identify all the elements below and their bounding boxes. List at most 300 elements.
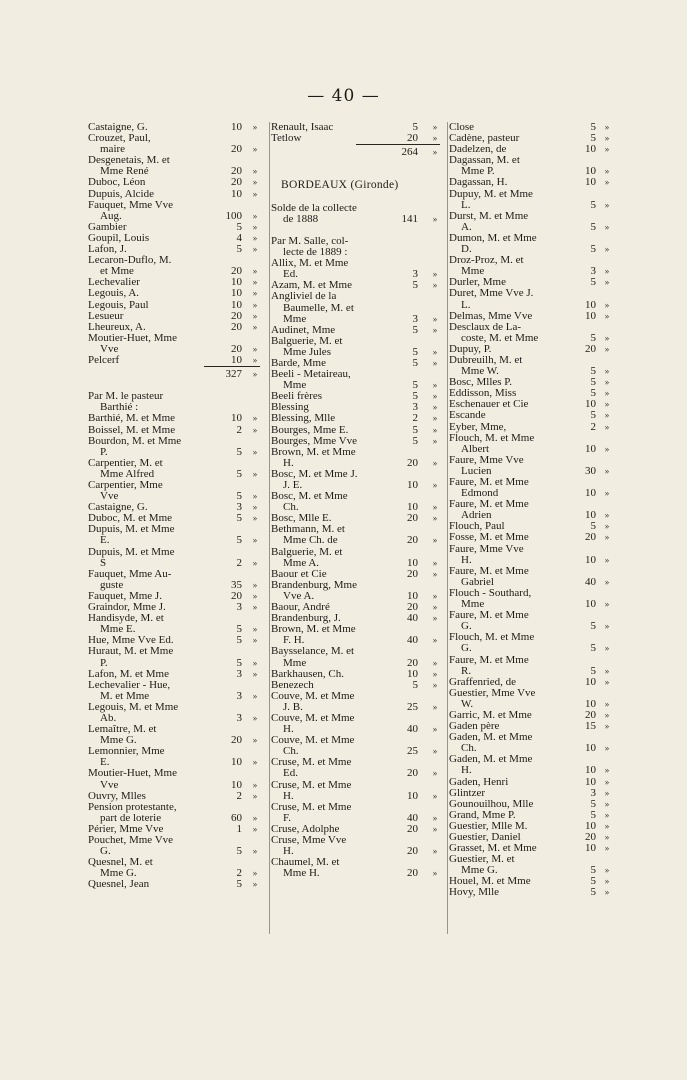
amount-francs: 20 bbox=[407, 767, 418, 780]
centimes-mark: » bbox=[252, 535, 258, 546]
centimes-mark: » bbox=[432, 391, 438, 402]
donor-name: Ab. bbox=[100, 712, 117, 724]
centimes-mark: » bbox=[604, 554, 610, 565]
centimes-mark: » bbox=[432, 424, 438, 435]
centimes-mark: » bbox=[432, 346, 438, 357]
donor-row bbox=[270, 613, 442, 624]
amount-francs: 20 bbox=[585, 708, 596, 721]
centimes-mark: » bbox=[432, 313, 438, 324]
donor-row bbox=[88, 868, 262, 879]
subtotal-row bbox=[270, 147, 442, 158]
centimes-mark: » bbox=[432, 557, 438, 568]
centimes-mark: » bbox=[604, 876, 610, 887]
donor-name: Benezech bbox=[271, 679, 314, 691]
amount-francs: 10 bbox=[407, 667, 418, 680]
amount-francs: 20 bbox=[231, 309, 242, 322]
centimes-mark: » bbox=[252, 690, 258, 701]
donor-row bbox=[448, 675, 610, 688]
amount-francs: 10 bbox=[585, 764, 596, 777]
donor-row bbox=[88, 757, 262, 768]
donor-row bbox=[270, 768, 442, 779]
donor-row bbox=[448, 165, 610, 178]
donor-name: Couve, M. et Mme bbox=[271, 690, 355, 702]
donor-name: Mme A. bbox=[283, 557, 320, 569]
centimes-mark: » bbox=[252, 424, 258, 435]
section-heading bbox=[270, 180, 442, 191]
amount-francs: 5 bbox=[236, 445, 242, 458]
centimes-mark: » bbox=[432, 435, 438, 446]
donor-row bbox=[88, 835, 262, 846]
donor-row bbox=[448, 409, 610, 422]
donor-name: Brown, M. et Mme bbox=[271, 624, 356, 636]
donor-row bbox=[88, 447, 262, 458]
column-1 bbox=[88, 122, 262, 890]
donor-row bbox=[448, 732, 604, 743]
donor-row bbox=[448, 464, 610, 477]
amount-francs: 10 bbox=[585, 675, 596, 688]
donor-row bbox=[88, 879, 262, 890]
amount-francs: 5 bbox=[590, 365, 596, 378]
donor-name: Bourges, Mme Vve bbox=[271, 435, 358, 447]
donor-name: Pelcerf bbox=[88, 354, 120, 366]
donor-row bbox=[448, 243, 610, 256]
donor-name: G. bbox=[461, 643, 472, 655]
donor-name: Desclaux de La- bbox=[449, 321, 522, 333]
centimes-mark: » bbox=[252, 288, 258, 299]
donor-row bbox=[448, 387, 610, 400]
blank-line bbox=[270, 158, 442, 169]
amount-francs: 40 bbox=[585, 575, 596, 588]
donor-name: Gambier bbox=[88, 221, 127, 233]
centimes-mark: » bbox=[252, 812, 258, 823]
donor-row bbox=[448, 520, 610, 533]
donor-name: Couve, M. et Mme bbox=[271, 735, 355, 747]
centimes-mark: » bbox=[252, 779, 258, 790]
donor-row bbox=[270, 680, 442, 691]
donor-row bbox=[448, 886, 610, 899]
centimes-mark: » bbox=[432, 413, 438, 424]
amount-francs: 20 bbox=[585, 342, 596, 355]
donor-row bbox=[448, 355, 604, 366]
donor-name: Lechevalier - Hue, bbox=[88, 679, 171, 691]
centimes-mark: » bbox=[604, 377, 610, 388]
donor-row bbox=[88, 177, 262, 188]
donor-name: Ch. bbox=[461, 743, 477, 755]
centimes-mark: » bbox=[604, 488, 610, 499]
amount-francs: 3 bbox=[590, 786, 596, 799]
donor-name: Gaden, M. et Mme bbox=[449, 732, 533, 744]
donor-name: H. bbox=[283, 790, 294, 802]
donor-name: Mme Jules bbox=[283, 346, 331, 358]
amount-francs: 35 bbox=[231, 578, 242, 591]
amount-francs: 10 bbox=[231, 187, 242, 200]
centimes-mark: » bbox=[252, 177, 258, 188]
amount-francs: 10 bbox=[585, 442, 596, 455]
donor-row bbox=[448, 132, 610, 145]
donor-name: D. bbox=[461, 244, 472, 256]
donor-name: Mme bbox=[283, 657, 307, 669]
donor-name: Moutier-Huet, Mme bbox=[88, 332, 177, 344]
donor-row bbox=[448, 786, 610, 799]
amount-francs: 327 bbox=[225, 368, 242, 381]
amount-francs: 20 bbox=[585, 531, 596, 544]
donor-row bbox=[270, 280, 442, 291]
donor-row bbox=[448, 575, 610, 588]
donor-row bbox=[448, 376, 610, 389]
centimes-mark: » bbox=[604, 133, 610, 144]
amount-francs: 10 bbox=[585, 775, 596, 788]
donor-row bbox=[270, 325, 442, 336]
donor-name: Lafon, J. bbox=[88, 244, 127, 256]
amount-francs: 40 bbox=[407, 634, 418, 647]
donor-row bbox=[88, 288, 262, 299]
amount-francs: 40 bbox=[407, 612, 418, 625]
amount-francs: 20 bbox=[231, 342, 242, 355]
centimes-mark: » bbox=[252, 735, 258, 746]
amount-francs: 5 bbox=[590, 331, 596, 344]
donor-name: Eddisson, Miss bbox=[449, 388, 517, 400]
donor-name: Faure, M. et Mme bbox=[449, 610, 529, 622]
donor-name: Audinet, Mme bbox=[271, 324, 336, 336]
amount-francs: 10 bbox=[231, 412, 242, 425]
donor-name: Bosc, Mlles P. bbox=[449, 377, 512, 389]
centimes-mark: » bbox=[604, 199, 610, 210]
donor-name: Faure, M. et Mme bbox=[449, 654, 529, 666]
centimes-mark: » bbox=[252, 446, 258, 457]
donor-row bbox=[270, 236, 442, 247]
donor-row bbox=[88, 791, 262, 802]
donor-row bbox=[88, 413, 262, 424]
donor-row bbox=[448, 331, 610, 344]
donor-row bbox=[448, 276, 610, 289]
centimes-mark: » bbox=[604, 410, 610, 421]
donor-row bbox=[448, 121, 610, 133]
centimes-mark: » bbox=[252, 144, 258, 155]
donor-row bbox=[448, 664, 610, 677]
rule-line bbox=[356, 144, 440, 145]
amount-francs: 10 bbox=[585, 509, 596, 522]
donor-row bbox=[88, 691, 262, 702]
donor-row bbox=[448, 831, 610, 843]
centimes-mark: » bbox=[252, 354, 258, 365]
amount-francs: 5 bbox=[590, 387, 596, 400]
donor-row bbox=[448, 642, 610, 655]
donor-name: Brown, M. et Mme bbox=[271, 446, 356, 458]
donor-name: Bosc, Mlle E. bbox=[271, 513, 332, 525]
donor-name: Beeli frères bbox=[271, 391, 322, 403]
amount-francs: 2 bbox=[590, 420, 596, 433]
donor-row bbox=[270, 846, 442, 857]
donor-name: Huraut, M. et Mme bbox=[88, 646, 174, 658]
donor-row bbox=[270, 513, 442, 524]
donor-row bbox=[448, 875, 610, 888]
donor-name: H. bbox=[461, 554, 472, 566]
donor-name: maire bbox=[100, 144, 126, 156]
donor-row bbox=[448, 754, 604, 765]
donor-row bbox=[448, 342, 610, 355]
donor-name: Albert bbox=[461, 443, 490, 455]
donor-name: Cruse, Adolphe bbox=[271, 823, 340, 835]
donor-name: Cruse, M. et Mme bbox=[271, 779, 352, 791]
centimes-mark: » bbox=[252, 823, 258, 834]
donor-name: Bosc, M. et Mme bbox=[271, 491, 348, 503]
donor-name: Chaumel, M. et bbox=[271, 857, 340, 869]
blank-line bbox=[270, 192, 442, 203]
centimes-mark: » bbox=[432, 269, 438, 280]
donor-name: Solde de la collecte bbox=[271, 202, 357, 214]
amount-francs: 5 bbox=[590, 664, 596, 677]
donor-name: Ed. bbox=[283, 768, 298, 780]
amount-francs: 20 bbox=[231, 176, 242, 189]
donor-name: Durst, M. et Mme bbox=[449, 210, 529, 222]
donor-name: Blessing, Mlle bbox=[271, 413, 336, 425]
amount-francs: 5 bbox=[236, 878, 242, 891]
centimes-mark: » bbox=[432, 679, 438, 690]
donor-name: Baour, André bbox=[271, 602, 330, 614]
donor-name: Mme René bbox=[100, 166, 149, 178]
centimes-mark: » bbox=[252, 790, 258, 801]
donor-name: Allix, M. et Mme bbox=[271, 258, 349, 270]
donor-name: Mme W. bbox=[461, 366, 499, 378]
amount-francs: 10 bbox=[231, 756, 242, 769]
donor-row bbox=[448, 544, 604, 555]
centimes-mark: » bbox=[604, 698, 610, 709]
donor-row bbox=[88, 669, 262, 680]
donor-name: Pouchet, Mme Vve bbox=[88, 835, 174, 846]
donor-name: Faure, M. et Mme bbox=[449, 477, 529, 488]
amount-francs: 10 bbox=[407, 501, 418, 514]
amount-francs: 2 bbox=[412, 412, 418, 425]
donor-name: W. bbox=[461, 698, 474, 710]
amount-francs: 10 bbox=[585, 842, 596, 855]
donor-name: Dumon, M. et Mme bbox=[449, 232, 537, 244]
donor-name: Blessing bbox=[271, 402, 309, 414]
centimes-mark: » bbox=[432, 133, 438, 144]
amount-francs: 10 bbox=[585, 598, 596, 611]
donor-name: H. bbox=[283, 724, 294, 736]
donor-name: Dupuis, M. et Mme bbox=[88, 546, 175, 558]
centimes-mark: » bbox=[604, 366, 610, 377]
donor-row bbox=[448, 365, 610, 378]
donor-name: Vve bbox=[100, 343, 119, 355]
centimes-mark: » bbox=[432, 213, 438, 224]
centimes-mark: » bbox=[432, 868, 438, 879]
amount-francs: 10 bbox=[231, 778, 242, 791]
donor-name: Pension protestante, bbox=[88, 801, 177, 813]
donor-name: J. E. bbox=[283, 480, 303, 491]
amount-francs: 5 bbox=[412, 678, 418, 691]
amount-francs: 5 bbox=[590, 886, 596, 899]
donor-row bbox=[88, 824, 262, 835]
donor-name: Balguerie, M. et bbox=[271, 335, 343, 347]
donor-name: Goupil, Louis bbox=[88, 232, 150, 244]
centimes-mark: » bbox=[252, 468, 258, 479]
centimes-mark: » bbox=[252, 513, 258, 524]
centimes-mark: » bbox=[604, 798, 610, 809]
donor-row bbox=[448, 720, 610, 733]
amount-francs: 10 bbox=[231, 353, 242, 366]
donor-row bbox=[448, 322, 604, 333]
donor-row bbox=[448, 176, 610, 189]
amount-francs: 2 bbox=[236, 556, 242, 569]
donor-name: Lheureux, A. bbox=[88, 321, 146, 333]
amount-francs: 25 bbox=[407, 700, 418, 713]
donor-row bbox=[270, 868, 442, 879]
centimes-mark: » bbox=[252, 122, 258, 132]
donor-row bbox=[88, 680, 262, 691]
donor-name: F. bbox=[283, 812, 291, 824]
donor-row bbox=[270, 646, 442, 657]
donor-name: J. B. bbox=[283, 701, 303, 713]
donor-name: E. bbox=[100, 535, 110, 547]
amount-francs: 20 bbox=[407, 567, 418, 580]
amount-francs: 20 bbox=[407, 132, 418, 145]
centimes-mark: » bbox=[604, 843, 610, 854]
donor-name: Bosc, M. et Mme J. bbox=[271, 468, 358, 480]
amount-francs: 2 bbox=[236, 423, 242, 436]
donor-row bbox=[448, 797, 610, 810]
centimes-mark: » bbox=[252, 210, 258, 221]
centimes-mark: » bbox=[604, 443, 610, 454]
donor-name: Barthié, M. et Mme bbox=[88, 413, 176, 425]
centimes-mark: » bbox=[432, 380, 438, 391]
donor-row bbox=[448, 220, 610, 233]
donor-row bbox=[88, 300, 262, 311]
centimes-mark: » bbox=[252, 491, 258, 502]
blank-line bbox=[270, 169, 442, 180]
donor-name: Delmas, Mme Vve bbox=[449, 310, 533, 322]
donor-row bbox=[88, 189, 262, 200]
centimes-mark: » bbox=[252, 299, 258, 310]
amount-francs: 10 bbox=[585, 143, 596, 156]
donor-row bbox=[448, 819, 610, 832]
donor-name: Baumelle, M. et bbox=[283, 302, 354, 314]
donor-row bbox=[448, 588, 604, 599]
donor-name: Grasset, M. et Mme bbox=[449, 843, 537, 855]
donor-name: Azam, M. et Mme bbox=[271, 280, 352, 292]
amount-francs: 5 bbox=[236, 220, 242, 233]
donor-name: Fauquet, Mme J. bbox=[88, 590, 162, 602]
donor-name: lecte de 1889 : bbox=[283, 247, 348, 259]
centimes-mark: » bbox=[604, 221, 610, 232]
donor-row bbox=[448, 598, 610, 611]
donor-row bbox=[448, 742, 610, 755]
donor-name: Par M. le pasteur bbox=[88, 391, 164, 403]
centimes-mark: » bbox=[432, 635, 438, 646]
donor-name: Gaden père bbox=[449, 721, 500, 733]
amount-francs: 5 bbox=[590, 276, 596, 289]
amount-francs: 4 bbox=[236, 231, 242, 244]
donor-row bbox=[448, 610, 604, 621]
amount-francs: 5 bbox=[590, 797, 596, 810]
centimes-mark: » bbox=[252, 502, 258, 513]
centimes-mark: » bbox=[604, 676, 610, 687]
amount-francs: 3 bbox=[412, 312, 418, 325]
amount-francs: 10 bbox=[585, 487, 596, 500]
donor-name: part de loterie bbox=[100, 812, 162, 824]
donor-row bbox=[88, 355, 262, 366]
donor-name: S bbox=[100, 557, 107, 569]
centimes-mark: » bbox=[432, 746, 438, 757]
donor-name: Mme Alfred bbox=[100, 468, 155, 480]
donor-name: Fosse, M. et Mme bbox=[449, 532, 529, 544]
donor-name: Duboc, Léon bbox=[88, 177, 146, 189]
donor-name: G. bbox=[461, 621, 472, 633]
centimes-mark: » bbox=[252, 624, 258, 635]
donor-name: Dupuis, M. et Mme bbox=[88, 524, 175, 536]
amount-francs: 10 bbox=[585, 398, 596, 411]
donor-row bbox=[270, 413, 442, 424]
donor-name: Couve, M. et Mme bbox=[271, 712, 355, 724]
donor-name: Duboc, M. et Mme bbox=[88, 513, 173, 525]
centimes-mark: » bbox=[432, 480, 438, 490]
centimes-mark: » bbox=[432, 613, 438, 624]
centimes-mark: » bbox=[604, 665, 610, 676]
amount-francs: 20 bbox=[231, 265, 242, 278]
donor-row bbox=[88, 713, 262, 724]
amount-francs: 3 bbox=[590, 265, 596, 278]
donor-name: Bourdon, M. et Mme bbox=[88, 435, 182, 447]
donor-name: Durler, Mme bbox=[449, 277, 506, 289]
donor-name: Mme H. bbox=[283, 868, 320, 880]
amount-francs: 5 bbox=[412, 323, 418, 336]
centimes-mark: » bbox=[432, 701, 438, 712]
centimes-mark: » bbox=[252, 602, 258, 613]
donor-row bbox=[448, 566, 604, 577]
centimes-mark: » bbox=[604, 332, 610, 343]
donor-name: A. bbox=[461, 221, 472, 233]
donor-row bbox=[88, 813, 262, 824]
donor-row bbox=[88, 491, 262, 502]
centimes-mark: » bbox=[604, 776, 610, 787]
donor-name: Angliviel de la bbox=[271, 291, 337, 303]
amount-francs: 5 bbox=[590, 875, 596, 888]
amount-francs: 5 bbox=[236, 467, 242, 480]
centimes-mark: » bbox=[604, 599, 610, 610]
donor-row bbox=[448, 420, 610, 433]
amount-francs: 20 bbox=[231, 589, 242, 602]
donor-name: P. bbox=[100, 446, 108, 458]
donor-name: Ouvry, Mlles bbox=[88, 790, 146, 802]
centimes-mark: » bbox=[432, 724, 438, 735]
donor-name: Hovy, Mlle bbox=[449, 887, 500, 899]
donor-name: Crouzet, Paul, bbox=[88, 133, 151, 145]
amount-francs: 20 bbox=[585, 831, 596, 843]
donor-row bbox=[88, 222, 262, 233]
donor-name: Ch. bbox=[283, 502, 299, 514]
centimes-mark: » bbox=[432, 513, 438, 524]
donor-name: Dupuy, M. et Mme bbox=[449, 188, 533, 200]
centimes-mark: » bbox=[604, 721, 610, 732]
donor-row bbox=[88, 391, 262, 402]
donor-name: Cadène, pasteur bbox=[449, 133, 520, 145]
amount-francs: 3 bbox=[236, 667, 242, 680]
donor-row bbox=[270, 702, 442, 713]
donor-row bbox=[88, 857, 262, 868]
amount-francs: 10 bbox=[231, 298, 242, 311]
amount-francs: 5 bbox=[590, 243, 596, 256]
amount-francs: 5 bbox=[412, 121, 418, 133]
donor-row bbox=[88, 425, 262, 436]
amount-francs: 264 bbox=[401, 146, 418, 159]
donor-row bbox=[88, 502, 262, 513]
donor-row bbox=[448, 442, 610, 455]
centimes-mark: » bbox=[604, 144, 610, 155]
centimes-mark: » bbox=[604, 244, 610, 255]
centimes-mark: » bbox=[252, 590, 258, 601]
centimes-mark: » bbox=[432, 280, 438, 291]
centimes-mark: » bbox=[432, 502, 438, 513]
